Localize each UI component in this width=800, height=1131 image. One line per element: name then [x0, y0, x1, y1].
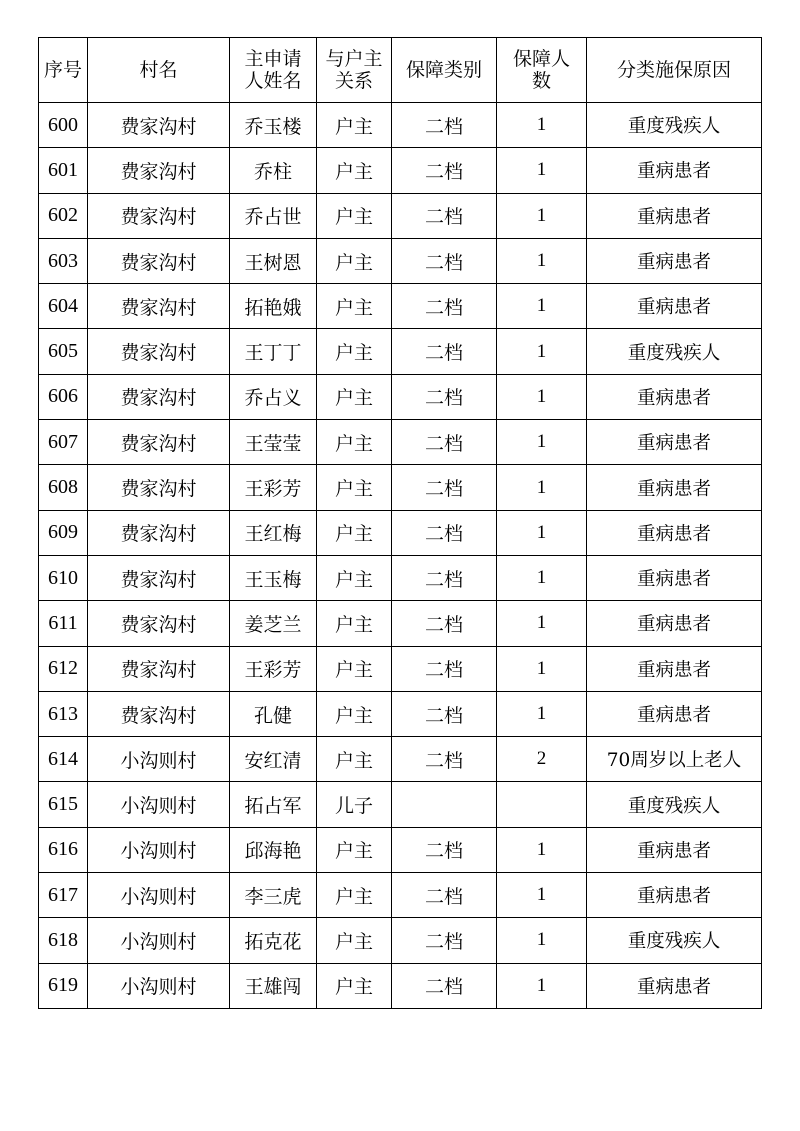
cell-relation: 户主: [317, 374, 392, 419]
cell-applicant-name: 孔健: [230, 691, 317, 736]
cell-reason: 重病患者: [587, 238, 762, 283]
cell-village: 费家沟村: [88, 420, 230, 465]
table-row: [39, 646, 762, 691]
cell-reason: 重病患者: [587, 284, 762, 329]
cell-count: 1: [497, 465, 587, 510]
table-row: [39, 374, 762, 419]
cell-count: 1: [497, 601, 587, 646]
cell-index: 602: [39, 193, 88, 238]
cell-applicant-name: 王雄闯: [230, 963, 317, 1008]
cell-applicant-name: 王彩芳: [230, 465, 317, 510]
header-count-line2: 数: [531, 70, 551, 92]
cell-reason: 重病患者: [587, 691, 762, 736]
header-category: 保障类别: [392, 38, 497, 103]
cell-relation: 户主: [317, 737, 392, 782]
cell-village: 小沟则村: [88, 782, 230, 827]
table-row: [39, 193, 762, 238]
table-row: [39, 601, 762, 646]
cell-relation: 户主: [317, 918, 392, 963]
cell-applicant-name: 拓艳娥: [230, 284, 317, 329]
cell-category: 二档: [392, 465, 497, 510]
cell-index: 604: [39, 284, 88, 329]
cell-reason: 重病患者: [587, 374, 762, 419]
cell-count: 1: [497, 873, 587, 918]
table-row: [39, 782, 762, 827]
cell-reason: 重病患者: [587, 465, 762, 510]
cell-count: [497, 782, 587, 827]
assistance-roster-table: [38, 37, 762, 1009]
cell-reason: 重病患者: [587, 873, 762, 918]
header-reason: 分类施保原因: [587, 38, 762, 103]
cell-applicant-name: 王莹莹: [230, 420, 317, 465]
cell-category: 二档: [392, 873, 497, 918]
cell-village: 小沟则村: [88, 827, 230, 872]
cell-applicant-name: 姜芝兰: [230, 601, 317, 646]
cell-applicant-name: 乔占世: [230, 193, 317, 238]
cell-relation: 户主: [317, 827, 392, 872]
cell-count: 1: [497, 918, 587, 963]
header-relation: [317, 38, 392, 103]
cell-index: 606: [39, 374, 88, 419]
table-row: [39, 873, 762, 918]
table-row: [39, 329, 762, 374]
header-relation-line2: 关系: [334, 70, 373, 92]
cell-applicant-name: 拓克花: [230, 918, 317, 963]
cell-reason: 重病患者: [587, 646, 762, 691]
cell-count: 1: [497, 193, 587, 238]
cell-category: 二档: [392, 827, 497, 872]
cell-village: 费家沟村: [88, 148, 230, 193]
cell-count: 1: [497, 963, 587, 1008]
cell-index: 601: [39, 148, 88, 193]
cell-count: 1: [497, 148, 587, 193]
cell-village: 费家沟村: [88, 238, 230, 283]
cell-count: 1: [497, 284, 587, 329]
cell-relation: 户主: [317, 963, 392, 1008]
cell-reason: 重病患者: [587, 148, 762, 193]
cell-reason: 重病患者: [587, 827, 762, 872]
cell-count: 1: [497, 103, 587, 148]
cell-index: 616: [39, 827, 88, 872]
cell-village: 费家沟村: [88, 601, 230, 646]
cell-reason: 重度残疾人: [587, 329, 762, 374]
cell-category: 二档: [392, 193, 497, 238]
cell-village: 小沟则村: [88, 918, 230, 963]
cell-count: 1: [497, 238, 587, 283]
table-row: [39, 465, 762, 510]
cell-category: 二档: [392, 329, 497, 374]
header-count-line1: 保障人: [512, 48, 570, 70]
cell-relation: 户主: [317, 329, 392, 374]
cell-reason: 重病患者: [587, 555, 762, 600]
cell-applicant-name: 乔柱: [230, 148, 317, 193]
table-row: [39, 420, 762, 465]
table-row: [39, 148, 762, 193]
cell-category: 二档: [392, 963, 497, 1008]
cell-index: 612: [39, 646, 88, 691]
cell-relation: 户主: [317, 148, 392, 193]
cell-reason: 重病患者: [587, 510, 762, 555]
cell-count: 1: [497, 374, 587, 419]
cell-relation: 儿子: [317, 782, 392, 827]
cell-village: 小沟则村: [88, 737, 230, 782]
cell-village: 费家沟村: [88, 646, 230, 691]
cell-category: 二档: [392, 918, 497, 963]
cell-relation: 户主: [317, 873, 392, 918]
cell-category: 二档: [392, 646, 497, 691]
cell-reason: 重度残疾人: [587, 918, 762, 963]
table-row: [39, 238, 762, 283]
cell-index: 605: [39, 329, 88, 374]
cell-relation: 户主: [317, 103, 392, 148]
cell-relation: 户主: [317, 555, 392, 600]
cell-applicant-name: 邱海艳: [230, 827, 317, 872]
cell-category: 二档: [392, 691, 497, 736]
cell-applicant-name: 王红梅: [230, 510, 317, 555]
cell-village: 费家沟村: [88, 103, 230, 148]
cell-village: 费家沟村: [88, 193, 230, 238]
cell-index: 618: [39, 918, 88, 963]
cell-village: 小沟则村: [88, 963, 230, 1008]
cell-category: 二档: [392, 238, 497, 283]
cell-category: 二档: [392, 420, 497, 465]
header-applicant: [230, 38, 317, 103]
cell-reason: 重度残疾人: [587, 103, 762, 148]
cell-count: 1: [497, 646, 587, 691]
header-row: [39, 38, 762, 103]
table-row: [39, 827, 762, 872]
cell-applicant-name: 王彩芳: [230, 646, 317, 691]
cell-reason: 重病患者: [587, 963, 762, 1008]
header-village: 村名: [88, 38, 230, 103]
cell-reason: 重病患者: [587, 420, 762, 465]
cell-relation: 户主: [317, 601, 392, 646]
cell-relation: 户主: [317, 420, 392, 465]
cell-index: 619: [39, 963, 88, 1008]
cell-count: 1: [497, 510, 587, 555]
table-row: [39, 737, 762, 782]
cell-category: 二档: [392, 555, 497, 600]
cell-index: 611: [39, 601, 88, 646]
cell-applicant-name: 拓占军: [230, 782, 317, 827]
cell-reason: 70周岁以上老人: [587, 737, 762, 782]
cell-count: 1: [497, 420, 587, 465]
cell-index: 603: [39, 238, 88, 283]
cell-index: 615: [39, 782, 88, 827]
cell-index: 600: [39, 103, 88, 148]
cell-relation: 户主: [317, 238, 392, 283]
cell-category: [392, 782, 497, 827]
cell-category: 二档: [392, 737, 497, 782]
table-row: [39, 963, 762, 1008]
cell-relation: 户主: [317, 646, 392, 691]
cell-count: 1: [497, 691, 587, 736]
cell-applicant-name: 安红清: [230, 737, 317, 782]
cell-count: 1: [497, 555, 587, 600]
cell-index: 607: [39, 420, 88, 465]
cell-relation: 户主: [317, 465, 392, 510]
cell-count: 2: [497, 737, 587, 782]
table-row: [39, 510, 762, 555]
cell-index: 613: [39, 691, 88, 736]
cell-applicant-name: 王树恩: [230, 238, 317, 283]
cell-category: 二档: [392, 510, 497, 555]
cell-index: 608: [39, 465, 88, 510]
header-index: 序号: [39, 38, 88, 103]
cell-relation: 户主: [317, 691, 392, 736]
cell-category: 二档: [392, 374, 497, 419]
table-row: [39, 103, 762, 148]
cell-category: 二档: [392, 601, 497, 646]
cell-village: 费家沟村: [88, 510, 230, 555]
cell-applicant-name: 王玉梅: [230, 555, 317, 600]
cell-village: 小沟则村: [88, 873, 230, 918]
header-applicant-line1: 主申请: [244, 48, 302, 70]
cell-count: 1: [497, 827, 587, 872]
cell-applicant-name: 乔玉楼: [230, 103, 317, 148]
cell-count: 1: [497, 329, 587, 374]
table-row: [39, 555, 762, 600]
header-count: [497, 38, 587, 103]
cell-category: 二档: [392, 103, 497, 148]
cell-category: 二档: [392, 148, 497, 193]
header-relation-line1: 与户主: [325, 48, 383, 70]
table-row: [39, 918, 762, 963]
table-row: [39, 691, 762, 736]
table-row: [39, 284, 762, 329]
cell-relation: 户主: [317, 510, 392, 555]
cell-index: 614: [39, 737, 88, 782]
cell-village: 费家沟村: [88, 284, 230, 329]
cell-applicant-name: 李三虎: [230, 873, 317, 918]
cell-category: 二档: [392, 284, 497, 329]
cell-applicant-name: 乔占义: [230, 374, 317, 419]
cell-relation: 户主: [317, 284, 392, 329]
cell-index: 617: [39, 873, 88, 918]
roster-body: [39, 103, 762, 1009]
cell-village: 费家沟村: [88, 329, 230, 374]
cell-reason: 重病患者: [587, 193, 762, 238]
cell-village: 费家沟村: [88, 374, 230, 419]
cell-index: 610: [39, 555, 88, 600]
cell-village: 费家沟村: [88, 465, 230, 510]
cell-applicant-name: 王丁丁: [230, 329, 317, 374]
cell-village: 费家沟村: [88, 555, 230, 600]
cell-reason: 重度残疾人: [587, 782, 762, 827]
cell-index: 609: [39, 510, 88, 555]
header-applicant-line2: 人姓名: [244, 70, 302, 92]
cell-village: 费家沟村: [88, 691, 230, 736]
cell-relation: 户主: [317, 193, 392, 238]
cell-reason: 重病患者: [587, 601, 762, 646]
